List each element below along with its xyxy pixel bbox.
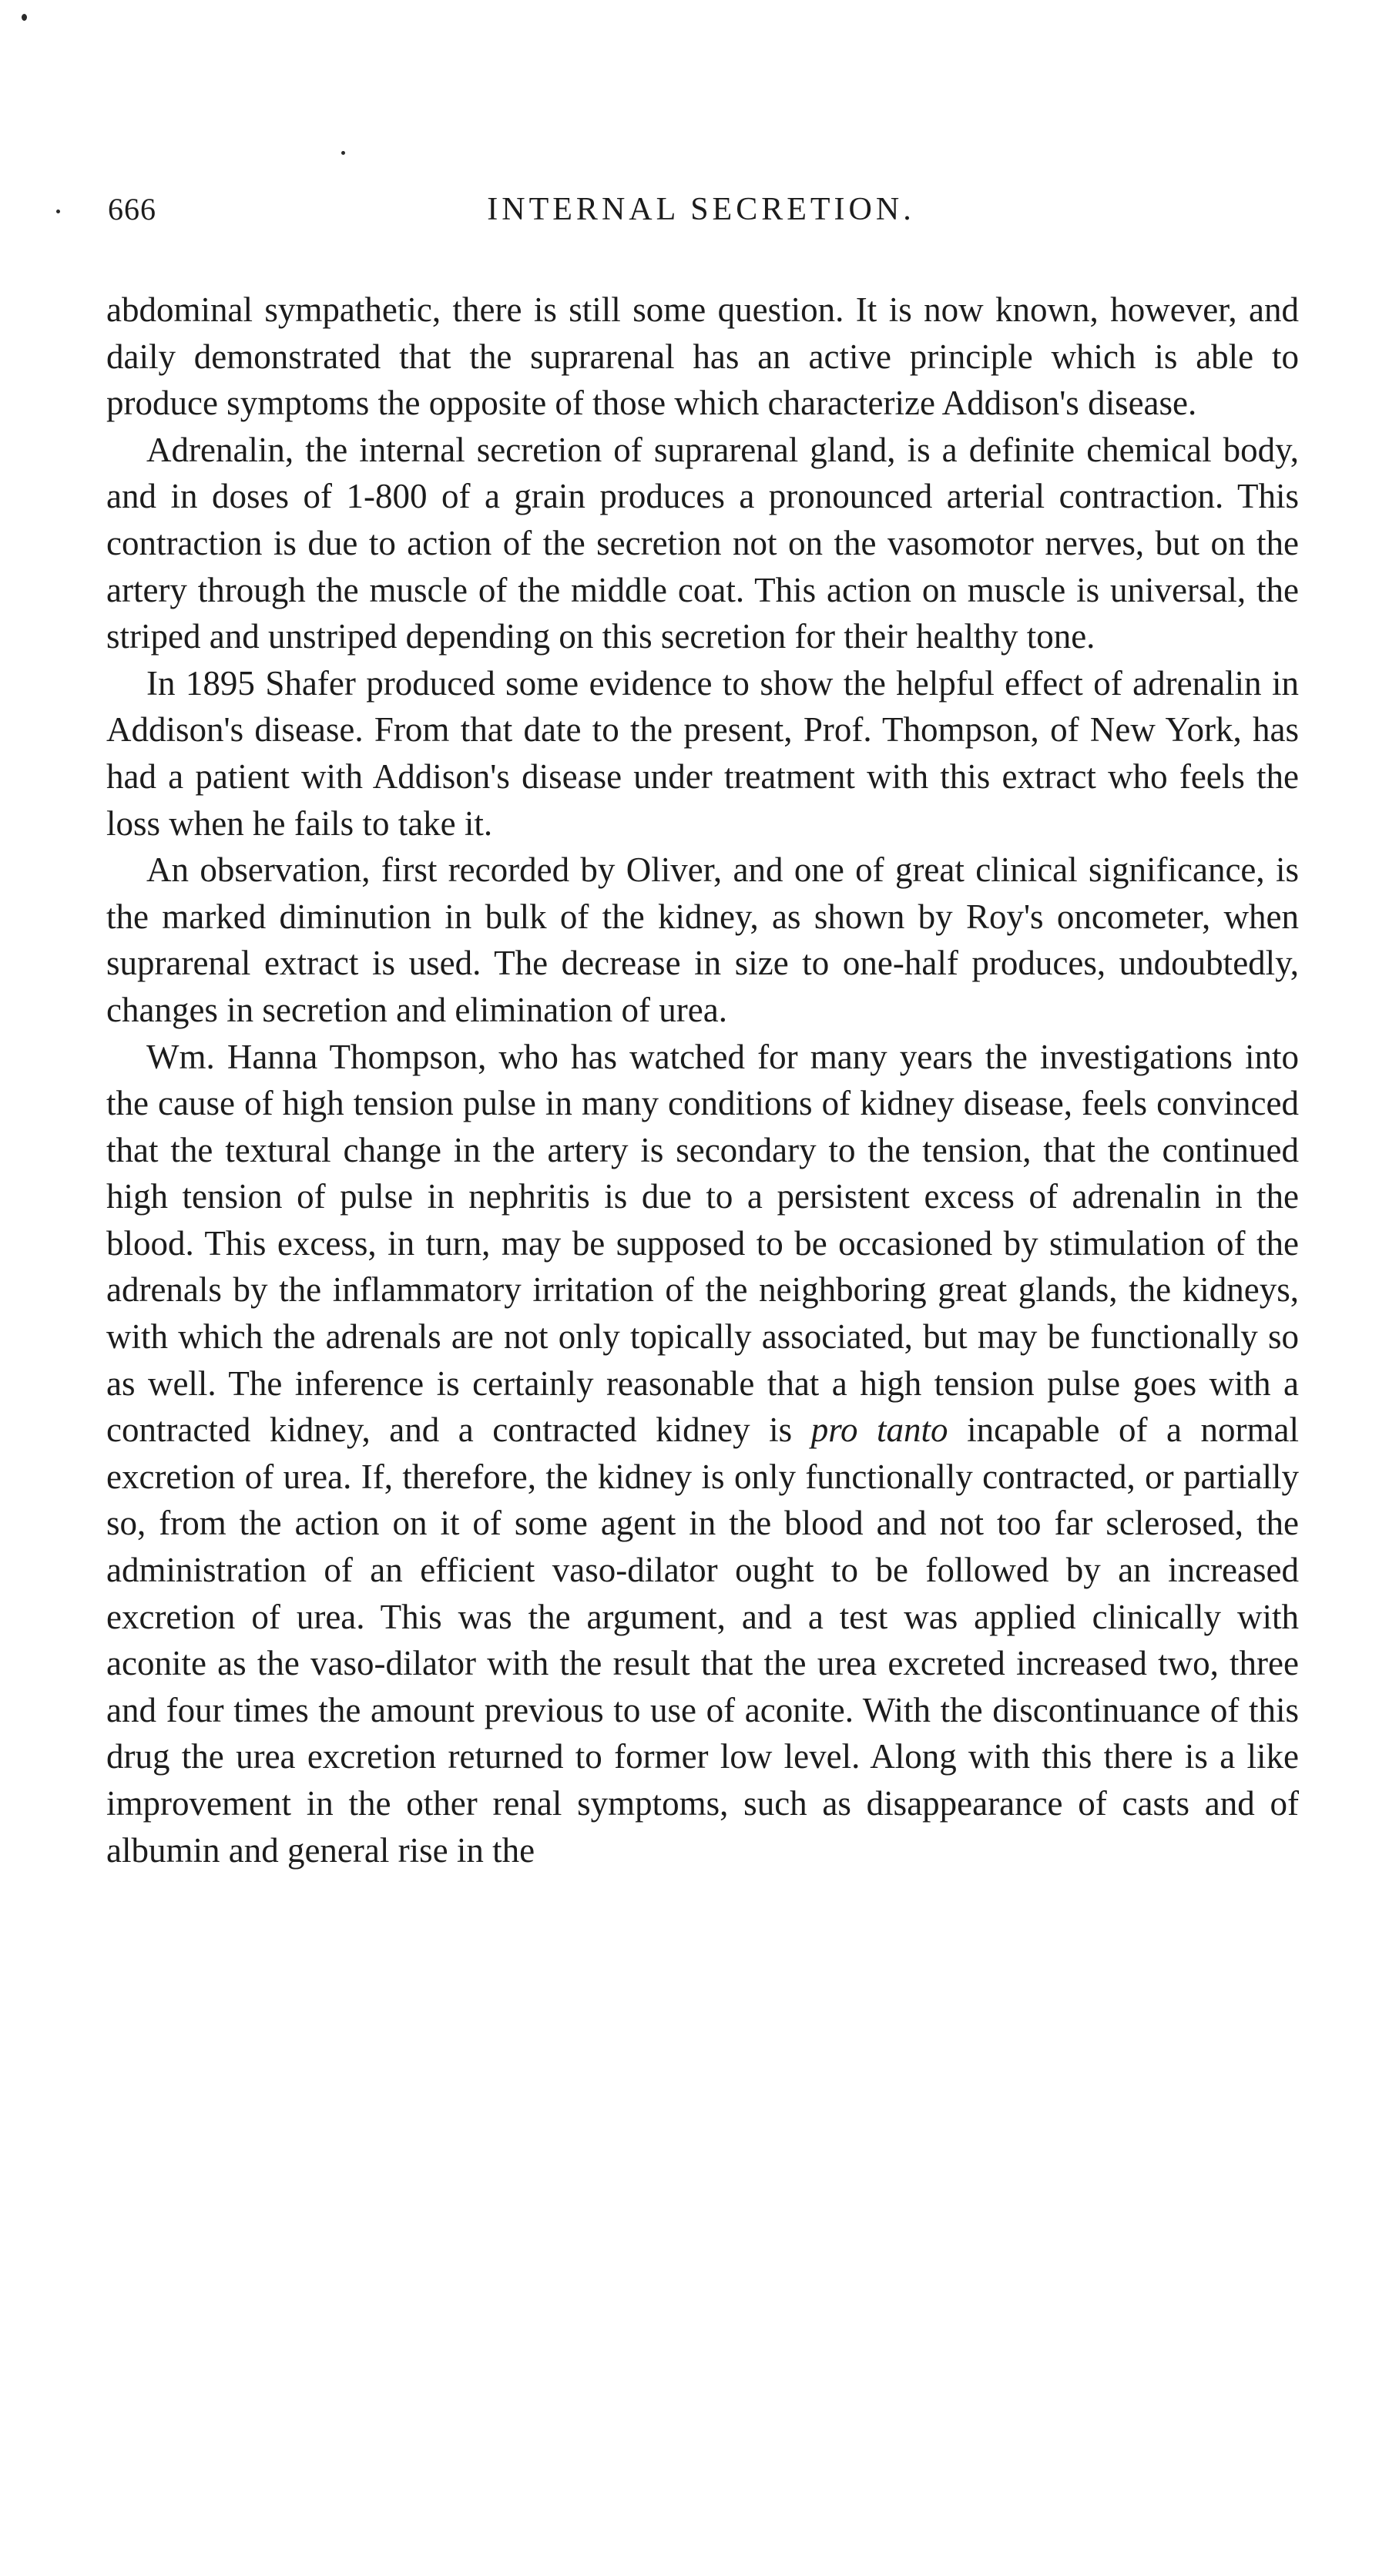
- print-speck: [341, 151, 345, 155]
- paragraph: An observation, first recorded by Oliver, and one of great clinical significance, is the marked diminution in bulk of the kidney, as shown by Roy's oncometer, when suprarenal extract is used. The decrease in size to one-half produces, undoubtedly, changes in secretion and elimination of urea.: [106, 850, 1299, 1029]
- running-title: INTERNAL SECRETION.: [487, 192, 915, 227]
- page-number: 666: [108, 192, 156, 226]
- paragraph-text: Wm. Hanna Thompson, who has watched for many years the investigations into the cause of high tension pulse in many conditions of kidney disease, feels convinced that the textural change in the artery is secondary to the tension, that the continued high tension of pulse in nephritis is due to a persistent excess of adrenalin in the blood. This excess, in turn, may be supposed to be occasioned by stimulation of the adrenals by the inflammatory irritation of the neighboring great glands, the kidneys, with which the adrenals are not only topically associated, but may be functionally so as well. The inference is certainly reasonable that a high tension pulse goes with a contracted kidney, and a contracted kidney is: [106, 1037, 1299, 1450]
- page-header: [100, 191, 1302, 245]
- print-speck: [56, 210, 60, 213]
- italic-phrase: pro tanto: [810, 1410, 948, 1450]
- paragraph: Adrenalin, the internal secretion of suprarenal gland, is a definite chemical body, and in doses of 1-800 of a grain produces a pronounced arterial contraction. This contraction is due to action of the secretion not on the vasomotor nerves, but on the artery through the muscle of the middle coat. This action on muscle is universal, the striped and unstriped depending on this secretion for their healthy tone.: [106, 430, 1299, 656]
- paragraph: abdominal sympathetic, there is still some question. It is now known, however, and daily demonstrated that the suprarenal has an active principle which is able to produce symptoms the opposite of those which characterize Addison's disease.: [106, 290, 1299, 423]
- paragraph: In 1895 Shafer produced some evidence to show the helpful effect of adrenalin in Addison's disease. From that date to the present, Prof. Thompson, of New York, has had a patient with Addison's disease under treatment with this extract who feels the loss when he fails to take it.: [106, 663, 1299, 843]
- paragraph-text: incapable of a normal excretion of urea. If, therefore, the kidney is only functionally contracted, or partially so, from the action on it of some agent in the blood and not too far sclerosed, the administration of an efficient vaso-dilator ought to be followed by an increased excretion of urea. This was the argument, and a test was applied clinically with aconite as the vaso-dilator with the result that the urea excreted increased two, three and four times the amount previous to use of aconite. With the discontinuance of this drug the urea excretion returned to former low level. Along with this there is a like improvement in the other renal symptoms, such as disappearance of casts and of albumin and general rise in the: [106, 1410, 1299, 1870]
- paragraph: [106, 1034, 1299, 1874]
- print-speck: [22, 14, 27, 21]
- body-text: [106, 287, 1299, 1873]
